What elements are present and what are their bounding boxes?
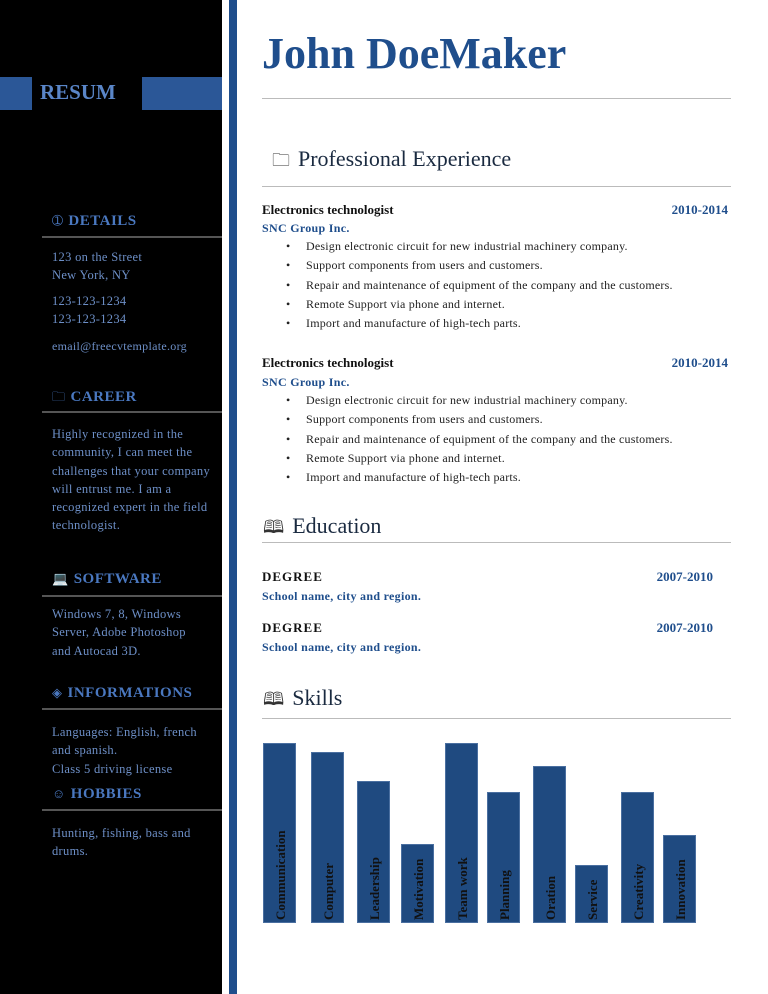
person-name: John DoeMaker <box>262 29 567 78</box>
divider <box>42 809 222 811</box>
phone: 123-123-1234 <box>52 312 127 327</box>
job-years: 2010-2014 <box>671 355 728 370</box>
job-bullets <box>306 239 673 335</box>
informations-heading-text: INFORMATIONS <box>67 685 193 701</box>
folder-icon: 🗀 <box>52 389 66 404</box>
skill-bar <box>401 844 434 923</box>
experience-heading-text: Professional Experience <box>298 146 512 171</box>
divider <box>262 98 731 99</box>
bullet: • Support components from users and customers. <box>306 412 673 431</box>
company: SNC Group Inc. <box>262 375 350 389</box>
phones <box>52 292 212 329</box>
title-band-left <box>0 77 32 110</box>
divider <box>42 708 222 710</box>
bullet: • Import and manufacture of high-tech parts. <box>306 470 673 489</box>
bullet: • Design electronic circuit for new industrial machinery company. <box>306 393 673 412</box>
divider <box>42 236 222 238</box>
experience-heading <box>272 146 511 178</box>
computer-icon: 💻 <box>52 571 69 586</box>
email: email@freecvtemplate.org <box>52 339 187 353</box>
smiley-icon: ☺ <box>52 786 66 801</box>
education-heading-text: Education <box>292 513 382 538</box>
hobbies-text: Hunting, fishing, bass and drums. <box>52 826 191 859</box>
skill-label: Computer <box>321 862 336 920</box>
folder-icon: 🗀 <box>272 150 290 170</box>
hobbies-heading-text: HOBBIES <box>70 786 142 802</box>
details-heading-text: DETAILS <box>68 213 137 229</box>
license: Class 5 driving license <box>52 761 173 776</box>
software-heading-text: SOFTWARE <box>73 571 162 587</box>
degree-years: 2007-2010 <box>656 569 713 584</box>
skill-bar <box>621 792 654 923</box>
informations-text <box>52 723 212 778</box>
school: School name, city and region. <box>262 589 422 603</box>
hobbies-heading <box>52 786 142 803</box>
resume-title: RESUM <box>40 80 116 104</box>
skill-bar <box>357 781 390 923</box>
career-heading-text: CAREER <box>70 389 137 405</box>
career-text: Highly recognized in the community, I can meet the challenges that your company will entrust me. I am a recognized expert in the field technologist. <box>52 427 211 533</box>
software-heading <box>52 571 162 588</box>
divider <box>42 411 222 413</box>
title-band-right <box>142 77 222 110</box>
career-heading <box>52 388 137 410</box>
informations-heading <box>52 685 192 702</box>
skills-heading <box>263 685 342 717</box>
skill-bar <box>663 835 696 923</box>
bullet: • Repair and maintenance of equipment of the company and the customers. <box>306 278 673 297</box>
skill-label: Motivation <box>411 858 426 920</box>
job-title: Electronics technologist <box>262 202 394 217</box>
skill-label: Leadership <box>367 857 382 920</box>
address-line: 123 on the Street <box>52 250 143 264</box>
skill-bar <box>575 865 608 923</box>
divider <box>262 186 731 187</box>
address <box>52 248 212 285</box>
phone: 123-123-1234 <box>52 294 127 308</box>
job-bullets <box>306 393 673 489</box>
bullet: • Design electronic circuit for new industrial machinery company. <box>306 239 673 258</box>
school: School name, city and region. <box>262 640 422 654</box>
degree: DEGREE <box>262 569 323 584</box>
bullet: • Support components from users and customers. <box>306 258 673 277</box>
skill-bar <box>487 792 520 923</box>
book-icon: 🕮 <box>263 517 285 537</box>
job-title: Electronics technologist <box>262 355 394 370</box>
software-text: Windows 7, 8, Windows Server, Adobe Photoshop and Autocad 3D. <box>52 607 186 658</box>
bullet: • Remote Support via phone and internet. <box>306 451 673 470</box>
bullet: • Repair and maintenance of equipment of the company and the customers. <box>306 432 673 451</box>
skills-heading-text: Skills <box>292 685 343 710</box>
skill-bar <box>445 743 478 923</box>
degree-years: 2007-2010 <box>656 620 713 635</box>
company: SNC Group Inc. <box>262 221 350 235</box>
details-heading <box>52 213 137 230</box>
skill-label: Team work <box>455 857 470 920</box>
skill-label: Oration <box>543 875 558 920</box>
skill-bar <box>263 743 296 923</box>
divider <box>262 542 731 543</box>
skill-label: Service <box>585 879 600 920</box>
book-icon: 🕮 <box>263 689 285 709</box>
skill-label: Planning <box>497 870 512 920</box>
accent-bar <box>229 0 237 994</box>
degree: DEGREE <box>262 620 323 635</box>
bullet: • Import and manufacture of high-tech parts. <box>306 316 673 335</box>
education-heading <box>263 513 381 545</box>
address-line: New York, NY <box>52 268 131 283</box>
skill-label: Creativity <box>631 863 646 920</box>
bullet: • Remote Support via phone and internet. <box>306 297 673 316</box>
skill-bar <box>311 752 344 923</box>
skill-label: Communication <box>273 830 288 920</box>
skill-bar <box>533 766 566 923</box>
skill-label: Innovation <box>673 859 688 920</box>
diamond-icon: ◈ <box>52 685 63 700</box>
job-years: 2010-2014 <box>671 202 728 217</box>
divider <box>42 595 222 597</box>
languages: Languages: English, french and spanish. <box>52 725 197 758</box>
divider <box>262 718 731 719</box>
info-icon: ➀ <box>52 213 64 228</box>
